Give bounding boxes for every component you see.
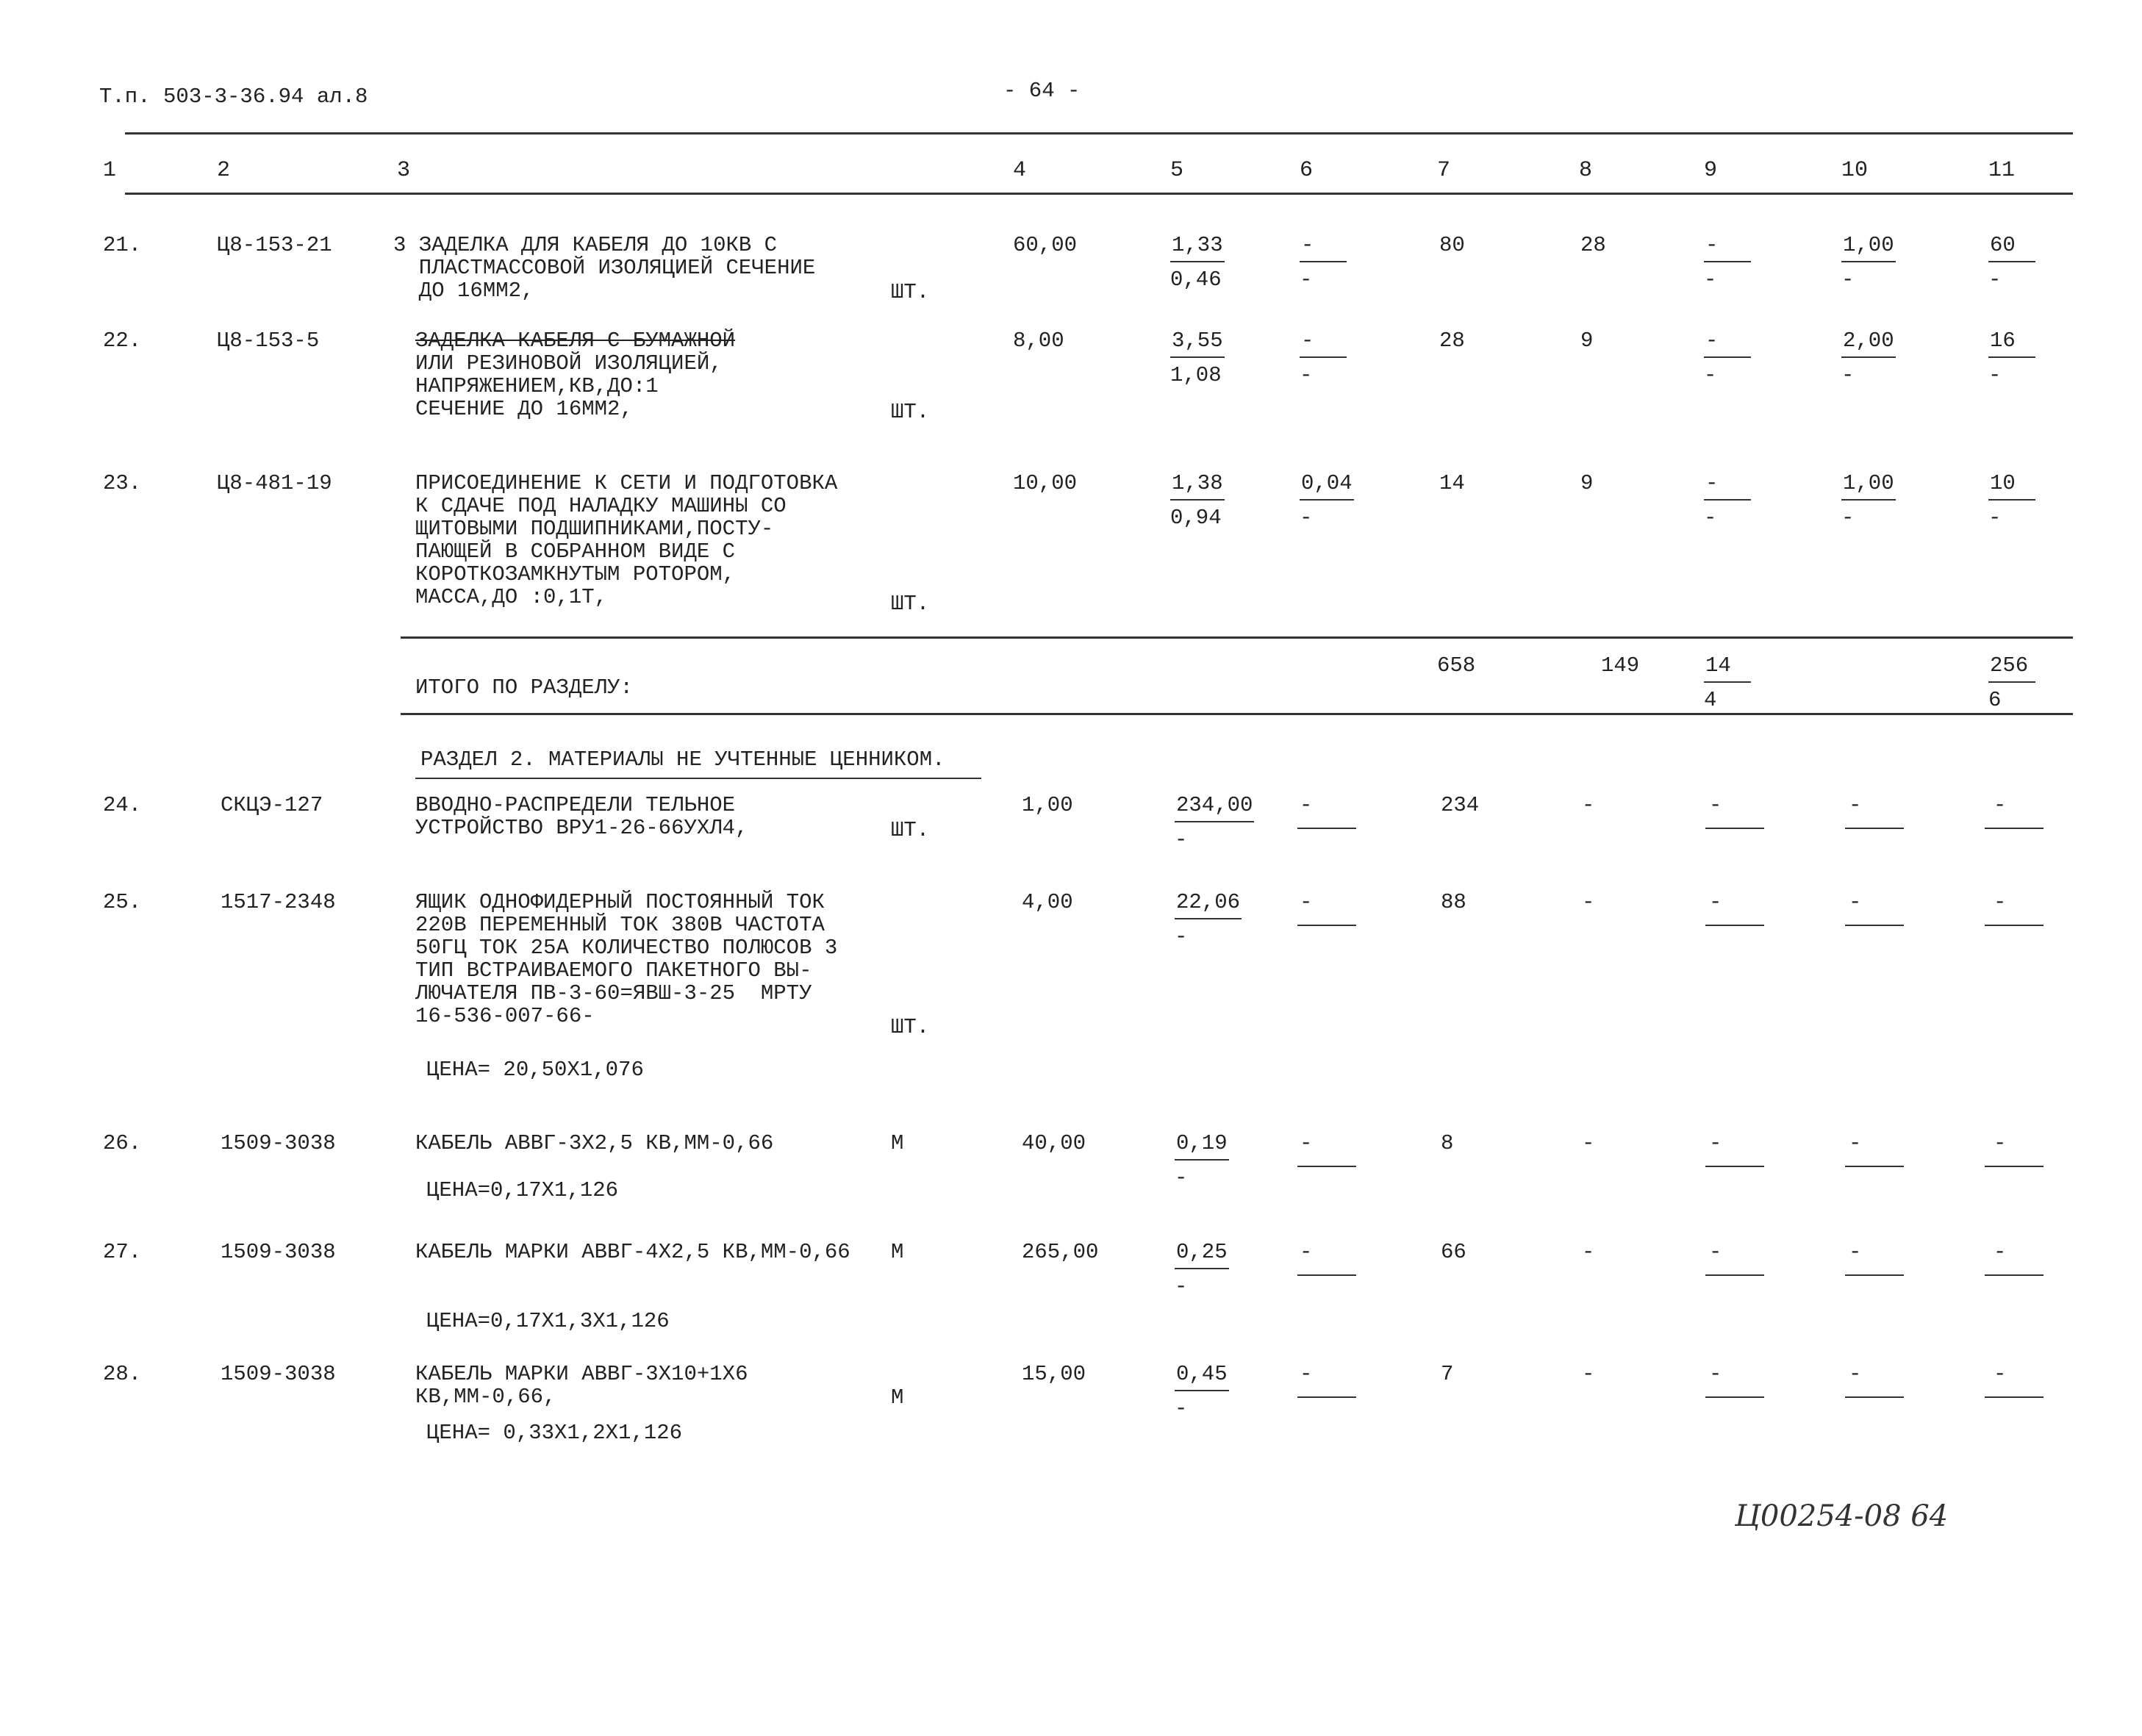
row-col10-top: 2,00 — [1841, 329, 1896, 358]
row-col9-bottom: - — [1704, 268, 1717, 292]
material-fraction-rule — [1705, 1274, 1764, 1276]
row-col11-top: 10 — [1988, 472, 2035, 501]
row-col5 — [1170, 472, 1225, 529]
row-col6-bottom: - — [1300, 506, 1313, 530]
material-col8: - — [1582, 1131, 1595, 1155]
row-col7: 14 — [1439, 471, 1465, 495]
material-col7: 66 — [1441, 1240, 1466, 1264]
row-col6-bottom: - — [1300, 363, 1313, 387]
material-col7: 88 — [1441, 890, 1466, 914]
row-col9-bottom: - — [1704, 363, 1717, 387]
row-col9-top: - — [1704, 234, 1751, 262]
material-description: ЯЩИК ОДНОФИДЕРНЫЙ ПОСТОЯННЫЙ ТОК 220В ПЕРЕМЕННЫЙ ТОК 380В ЧАСТОТА 50ГЦ ТОК 25А КОЛИЧЕСТВО ПОЛЮСОВ 3 ТИП ВСТРАИВАЕМОГО ПАКЕТНОГО ВЫ- ЛЮЧАТЕЛЯ ПВ-3-60=ЯВШ-3-25 МРТУ 16-536-007-66- — [415, 890, 838, 1028]
row-col10 — [1841, 472, 1896, 529]
material-fraction-rule — [1297, 925, 1356, 926]
material-fraction-rule — [1985, 1274, 2044, 1276]
material-fraction-rule — [1297, 1274, 1356, 1276]
row-col10-bottom: - — [1841, 268, 1855, 292]
material-fraction-rule — [1845, 1166, 1904, 1167]
row-col5-top: 3,55 — [1170, 329, 1225, 358]
material-col7: 7 — [1441, 1362, 1454, 1386]
material-code: 1509-3038 — [221, 1131, 336, 1155]
row-col10-top: 1,00 — [1841, 472, 1896, 501]
material-fraction-rule — [1985, 828, 2044, 829]
row-col10-bottom: - — [1841, 363, 1855, 387]
row-col6-top: - — [1300, 329, 1347, 358]
material-price-formula: ЦЕНА= 0,33Х1,2Х1,126 — [426, 1421, 683, 1445]
material-unit: М — [891, 1240, 904, 1264]
material-col10: - — [1849, 1240, 1862, 1264]
row-col6-bottom: - — [1300, 268, 1313, 292]
material-price-formula: ЦЕНА=0,17Х1,126 — [426, 1178, 619, 1202]
column-header-2: 2 — [217, 158, 231, 183]
column-header-6: 6 — [1300, 158, 1314, 183]
header-top-rule — [125, 132, 2073, 134]
material-description: КАБЕЛЬ МАРКИ АВВГ-4Х2,5 КВ,ММ-0,66 — [415, 1240, 850, 1264]
row-description: ПРИСОЕДИНЕНИЕ К СЕТИ И ПОДГОТОВКА К СДАЧЕ ПОД НАЛАДКУ МАШИНЫ СО ЩИТОВЫМИ ПОДШИПНИКАМИ,ПОСТУ- ПАЮЩЕЙ В СОБРАННОМ ВИДЕ С КОРОТКОЗАМКНУТЫМ РОТОРОМ, МАССА,ДО :0,1Т, — [415, 471, 838, 609]
material-fraction-rule — [1845, 828, 1904, 829]
row-col11 — [1988, 234, 2035, 291]
material-unit: ШТ. — [891, 818, 930, 842]
material-col8: - — [1582, 1240, 1595, 1264]
section2-title: РАЗДЕЛ 2. МАТЕРИАЛЫ НЕ УЧТЕННЫЕ ЦЕННИКОМ. — [420, 747, 945, 772]
row-col6-top: - — [1300, 234, 1347, 262]
material-unit: ШТ. — [891, 1015, 930, 1039]
row-col7: 28 — [1439, 329, 1465, 353]
total-top-rule — [401, 636, 2073, 639]
row-col6 — [1300, 234, 1347, 291]
row-code: Ц8-481-19 — [217, 471, 332, 495]
material-quantity: 1,00 — [1022, 793, 1073, 817]
column-header-8: 8 — [1579, 158, 1593, 183]
material-fraction-rule — [1845, 925, 1904, 926]
row-col5-top: 1,33 — [1170, 234, 1225, 262]
material-col11: - — [1994, 1240, 2007, 1264]
row-col10 — [1841, 234, 1896, 291]
material-col6: - — [1300, 890, 1313, 914]
total-col9-top: 14 — [1704, 654, 1751, 683]
row-description: ЗАДЕЛКА КАБЕЛЯ С БУМАЖНОЙ ИЛИ РЕЗИНОВОЙ ИЗОЛЯЦИЕЙ, НАПРЯЖЕНИЕМ,КВ,ДО:1 СЕЧЕНИЕ ДО 16ММ2, — [415, 329, 736, 421]
row-col5 — [1170, 234, 1225, 291]
row-col11 — [1988, 472, 2035, 529]
row-col5-bottom: 1,08 — [1170, 363, 1222, 387]
material-col8: - — [1582, 793, 1595, 817]
row-quantity: 10,00 — [1013, 471, 1078, 495]
material-code: 1517-2348 — [221, 890, 336, 914]
material-col10: - — [1849, 1131, 1862, 1155]
material-fraction-rule — [1297, 1396, 1356, 1398]
material-col11: - — [1994, 1362, 2007, 1386]
column-header-1: 1 — [103, 158, 117, 183]
total-col9-bottom: 4 — [1704, 688, 1717, 712]
material-col6: - — [1300, 793, 1313, 817]
row-code: Ц8-153-5 — [217, 329, 320, 353]
row-col11-bottom: - — [1988, 506, 2002, 530]
row-col6 — [1300, 329, 1347, 387]
row-col8: 9 — [1580, 471, 1594, 495]
material-quantity: 15,00 — [1022, 1362, 1086, 1386]
material-col11: - — [1994, 890, 2007, 914]
row-col11-top: 60 — [1988, 234, 2035, 262]
material-col5-top: 0,45 — [1175, 1363, 1229, 1391]
material-price-formula: ЦЕНА= 20,50Х1,076 — [426, 1058, 644, 1082]
material-col5 — [1175, 891, 1242, 948]
material-col7: 8 — [1441, 1131, 1454, 1155]
row-col9 — [1704, 234, 1751, 291]
material-fraction-rule — [1705, 1166, 1764, 1167]
material-col5 — [1175, 1132, 1229, 1189]
total-col8: 149 — [1601, 653, 1640, 678]
row-col9-top: - — [1704, 329, 1751, 358]
material-col5-top: 234,00 — [1175, 794, 1254, 822]
material-quantity: 4,00 — [1022, 890, 1073, 914]
row-col5-top: 1,38 — [1170, 472, 1225, 501]
page-number: - 64 - — [1003, 79, 1081, 103]
row-unit: ШТ. — [891, 400, 930, 424]
material-fraction-rule — [1297, 1166, 1356, 1167]
column-header-4: 4 — [1013, 158, 1027, 183]
material-fraction-rule — [1985, 1166, 2044, 1167]
material-col6: - — [1300, 1131, 1313, 1155]
material-unit: М — [891, 1131, 904, 1155]
total-col11 — [1988, 654, 2035, 711]
material-col5-top: 0,25 — [1175, 1241, 1229, 1269]
row-col11-bottom: - — [1988, 268, 2002, 292]
material-col10: - — [1849, 793, 1862, 817]
material-col9: - — [1709, 793, 1722, 817]
total-col9 — [1704, 654, 1751, 711]
struck-text: ЗАДЕЛКА КАБЕЛЯ С БУМАЖНОЙ — [415, 329, 736, 353]
row-col9-top: - — [1704, 472, 1751, 501]
row-col9 — [1704, 329, 1751, 387]
column-header-3: 3 — [397, 158, 411, 183]
row-col9 — [1704, 472, 1751, 529]
row-col5-bottom: 0,94 — [1170, 506, 1222, 530]
row-col10-top: 1,00 — [1841, 234, 1896, 262]
row-col7: 80 — [1439, 233, 1465, 257]
row-code: Ц8-153-21 — [217, 233, 332, 257]
row-quantity: 60,00 — [1013, 233, 1078, 257]
material-col5-bottom: - — [1175, 1166, 1188, 1190]
material-code: 1509-3038 — [221, 1240, 336, 1264]
material-price-formula: ЦЕНА=0,17Х1,3Х1,126 — [426, 1309, 670, 1333]
row-quantity: 8,00 — [1013, 329, 1064, 353]
material-fraction-rule — [1297, 828, 1356, 829]
row-col8: 9 — [1580, 329, 1594, 353]
row-description: 3 ЗАДЕЛКА ДЛЯ КАБЕЛЯ ДО 10КВ С ПЛАСТМАССОВОЙ ИЗОЛЯЦИЕЙ СЕЧЕНИЕ ДО 16ММ2, — [393, 233, 816, 303]
material-col5-top: 0,19 — [1175, 1132, 1229, 1161]
material-number: 25. — [103, 890, 142, 914]
material-fraction-rule — [1985, 1396, 2044, 1398]
row-col6-top: 0,04 — [1300, 472, 1354, 501]
material-fraction-rule — [1705, 925, 1764, 926]
row-col11-bottom: - — [1988, 363, 2002, 387]
row-unit: ШТ. — [891, 592, 930, 616]
row-number: 23. — [103, 471, 142, 495]
material-code: 1509-3038 — [221, 1362, 336, 1386]
material-code: СКЦЭ-127 — [221, 793, 323, 817]
total-col11-bottom: 6 — [1988, 688, 2002, 712]
material-col5-bottom: - — [1175, 1274, 1188, 1299]
column-header-10: 10 — [1841, 158, 1869, 183]
material-col9: - — [1709, 890, 1722, 914]
row-number: 22. — [103, 329, 142, 353]
material-col9: - — [1709, 1240, 1722, 1264]
total-col7: 658 — [1437, 653, 1476, 678]
material-col6: - — [1300, 1240, 1313, 1264]
material-fraction-rule — [1845, 1274, 1904, 1276]
material-number: 24. — [103, 793, 142, 817]
total-label: ИТОГО ПО РАЗДЕЛУ: — [415, 675, 633, 700]
material-col5 — [1175, 1241, 1229, 1298]
material-fraction-rule — [1845, 1396, 1904, 1398]
material-col5-bottom: - — [1175, 828, 1188, 852]
material-fraction-rule — [1985, 925, 2044, 926]
row-col5-bottom: 0,46 — [1170, 268, 1222, 292]
handwritten-archive-note: Ц00254-08 64 — [1735, 1499, 1949, 1533]
material-fraction-rule — [1705, 1396, 1764, 1398]
row-col6 — [1300, 472, 1354, 529]
column-header-9: 9 — [1704, 158, 1718, 183]
section2-title-underline — [415, 778, 981, 779]
row-col10 — [1841, 329, 1896, 387]
row-col11-top: 16 — [1988, 329, 2035, 358]
column-header-11: 11 — [1988, 158, 2016, 183]
material-quantity: 40,00 — [1022, 1131, 1086, 1155]
material-col5 — [1175, 1363, 1229, 1420]
material-col5-bottom: - — [1175, 925, 1188, 949]
column-header-5: 5 — [1170, 158, 1184, 183]
material-col6: - — [1300, 1362, 1313, 1386]
material-col7: 234 — [1441, 793, 1480, 817]
row-unit: ШТ. — [891, 280, 930, 304]
material-col11: - — [1994, 1131, 2007, 1155]
header-bottom-rule — [125, 193, 2073, 195]
column-header-7: 7 — [1437, 158, 1451, 183]
row-col10-bottom: - — [1841, 506, 1855, 530]
row-col9-bottom: - — [1704, 506, 1717, 530]
material-col8: - — [1582, 1362, 1595, 1386]
material-description: КАБЕЛЬ АВВГ-3Х2,5 КВ,ММ-0,66 — [415, 1131, 774, 1155]
total-bottom-rule — [401, 713, 2073, 715]
row-col5 — [1170, 329, 1225, 387]
material-col10: - — [1849, 890, 1862, 914]
row-col11 — [1988, 329, 2035, 387]
material-fraction-rule — [1705, 828, 1764, 829]
document-reference: Т.п. 503-3-36.94 ал.8 — [99, 85, 368, 109]
material-col9: - — [1709, 1362, 1722, 1386]
material-number: 27. — [103, 1240, 142, 1264]
material-col10: - — [1849, 1362, 1862, 1386]
material-col5-top: 22,06 — [1175, 891, 1242, 919]
material-number: 28. — [103, 1362, 142, 1386]
row-number: 21. — [103, 233, 142, 257]
material-col5 — [1175, 794, 1254, 851]
material-quantity: 265,00 — [1022, 1240, 1099, 1264]
total-col11-top: 256 — [1988, 654, 2035, 683]
row-col8: 28 — [1580, 233, 1606, 257]
material-col9: - — [1709, 1131, 1722, 1155]
material-col8: - — [1582, 890, 1595, 914]
material-number: 26. — [103, 1131, 142, 1155]
material-col5-bottom: - — [1175, 1396, 1188, 1421]
material-unit: М — [891, 1385, 904, 1410]
material-col11: - — [1994, 793, 2007, 817]
material-description: ВВОДНО-РАСПРЕДЕЛИ ТЕЛЬНОЕ УСТРОЙСТВО ВРУ1-26-66УХЛ4, — [415, 793, 748, 840]
material-description: КАБЕЛЬ МАРКИ АВВГ-3Х10+1Х6 КВ,ММ-0,66, — [415, 1362, 748, 1409]
